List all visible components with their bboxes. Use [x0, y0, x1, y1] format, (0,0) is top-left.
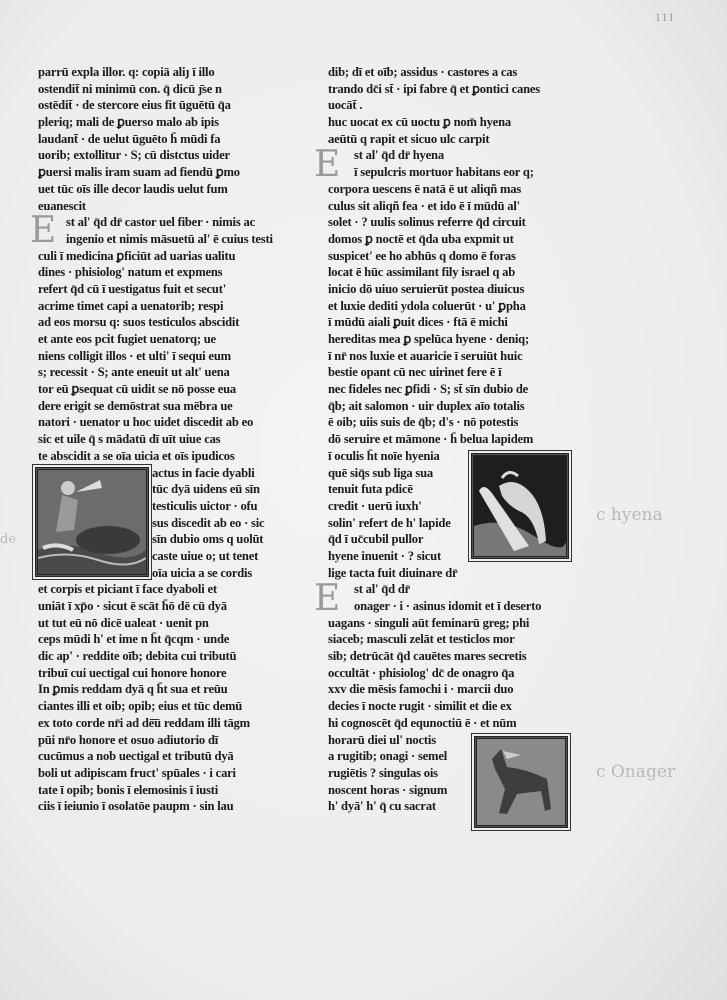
text-line: ingenio et nimis māsuetū al' ē cuius testi	[66, 231, 273, 246]
text-line: uniāt ī xp̄o · sicut ē scāt h̄ō dē cū dyā	[38, 599, 227, 613]
text-line: onager · i · asinus idomit et ī deserto	[354, 599, 542, 613]
dropcap-hyena: E	[314, 144, 341, 185]
text-line: tate ī opib; bonis ī elemosinis ī iusti	[38, 782, 219, 797]
text-line: ē oib; uiis suis de q̄b; d's · nō potestis	[328, 415, 519, 430]
text-line: te abscidit a se oīa uicia et oīs ipudicos	[38, 448, 235, 463]
dropcap-onager: E	[314, 578, 341, 619]
text-line: h' dyā' h' q̄ cu sacrat	[328, 799, 436, 814]
text-line: huc uocat ex cū uoctu ꝑ nom̄ hyena	[328, 115, 511, 130]
text-line: solet · ? uulis solinus referre q̄d circuit	[328, 215, 526, 230]
text-line: dic ap' · reddite oīb; debita cui tributū	[38, 649, 237, 664]
text-line: trando dc̄i st̄ · ipi fabre q̄ et ꝑontici canes	[328, 81, 541, 96]
text-line: caste uiue o; ut tenet	[152, 548, 259, 563]
text-line: et luxie dediti ydola coluerūt · u' ꝑpha	[328, 298, 526, 313]
text-line: lige tacta fuit diuinare dr̄	[328, 565, 458, 580]
text-line: et ante eos pcit fugiet uenatorq; ue	[38, 332, 216, 346]
text-line: pleriq; mali de ꝑuerso malo ab ipis	[38, 115, 219, 130]
text-line: ī sepulcris mortuor habitans eor q;	[354, 165, 534, 180]
text-line: st al' q̄d dr̄ castor uel fiber · nimis ac	[66, 215, 255, 230]
text-line: dere erigit se demōstrat sua mēbra ue	[38, 398, 233, 413]
text-line: ceps mūdi h' et ime n h̄t q̄cqm · unde	[38, 632, 230, 647]
text-line: locat ē hūc assimilant fily israel q ab	[328, 265, 516, 280]
text-line: uocāt̄ .	[328, 98, 363, 113]
text-line: dib; dī et oīb; assidus · castores a cas	[328, 65, 518, 79]
text-line: parrū expla illor. q: copiā aliȷ ī illo	[38, 65, 215, 79]
text-line: testiculis uictor · ofu	[152, 498, 258, 513]
text-line: niens colligit illos · et ulti' ī sequi eum	[38, 348, 231, 363]
text-line: hereditas mea ꝑ spelūca hyene · deniq;	[328, 332, 529, 346]
illustration-beaver-hunter	[35, 467, 149, 577]
margin-note-left: de	[0, 532, 17, 547]
text-line: q̄d ī uc̄cubil pullor	[328, 532, 424, 547]
text-line: ex toto corde nr̄i ad dē̄ū reddam illi tāgm	[38, 715, 250, 730]
text-line: ut tut eū nō dicē ualeat · uenit pn	[38, 615, 209, 630]
text-line: siaceb; masculi zelāt et testiclos mor	[328, 632, 515, 647]
text-line: ostendit̄ ni minimū con. q̄ dicū ȷ̄se n	[38, 81, 222, 96]
text-line: culi ī medicina ꝑficiūt ad uarias ualitu	[38, 248, 236, 263]
text-line: refert q̄d cū ī uestigatus fuit et secut'	[38, 281, 226, 296]
onager-image	[477, 739, 565, 825]
text-line: quē siq̄s sub liga sua	[328, 465, 433, 480]
text-line: uagans · singuli aūt feminarū greg; phi	[328, 615, 530, 630]
text-line: ciis ī ieiunio ī osolatōe paupm · sin lau	[38, 799, 234, 814]
text-line: tenuit futa pdicē	[328, 482, 413, 497]
text-line: aeūtū q rapit et sicuo ulc carpit	[328, 131, 490, 146]
illustration-hyena	[471, 453, 569, 559]
page-number: 111	[655, 10, 676, 24]
text-line: euanescit	[38, 198, 86, 213]
text-line: laudant̄ · de uelut ūguēto h̄ mūdi fa	[38, 131, 221, 146]
text-line: sic et uile q̄ s mādatū dī uīt uiue cas	[38, 432, 221, 447]
illustration-onager	[474, 736, 568, 828]
text-line: xxv die mēsis famochi i · marcii duo	[328, 682, 514, 697]
text-line: hi cognoscēt q̄d equnoctiū ē · et nūm	[328, 715, 517, 730]
text-line: noscent horas · signum	[328, 782, 448, 797]
text-line: sib; detrūcāt q̄d cauētes mares secretis	[328, 649, 527, 664]
text-line: solin' refert de h' lapide	[328, 515, 451, 530]
text-line: ad eos morsu q: suos testiculos abscidit	[38, 315, 240, 330]
text-line: rugiētis ? singulas ois	[328, 765, 438, 780]
text-line: ciantes illi et oib; opib; eius et tūc demū	[38, 699, 243, 714]
dropcap-castor: E	[30, 210, 57, 251]
text-line: cucūmus a nob uectigal et tributū dyā	[38, 749, 234, 764]
text-line: et corpis et piciant ī face dyaboli et	[38, 582, 217, 597]
text-line: In ꝑmis reddam dyā q h̄t sua et reūu	[38, 682, 228, 697]
text-line: dō seruire et māmone · h̄ belua lapidem	[328, 432, 534, 447]
text-line: uorib; extollitur · S; cū distctus uider	[38, 148, 230, 163]
right-text-column	[314, 64, 592, 815]
text-line: sīn dubio oms q uolūt	[152, 532, 264, 547]
text-line: inicio dō uiuo seruierūt postea diuicus	[328, 281, 525, 296]
text-line: ī mūdū aiali ꝑuit dices · ftā ē michi	[328, 315, 508, 330]
text-line: credit · uerū iuxh'	[328, 498, 422, 513]
text-line: domos ꝑ noctē et q̄da uba expmit ut	[328, 231, 514, 246]
text-line: a rugitib; onagi · semel	[328, 749, 448, 764]
margin-note-hyena: c hyena	[596, 505, 663, 525]
text-line: q̄b; ait salomon · uir duplex aīo totalis	[328, 398, 525, 413]
text-line: hyene inuenit · ? sicut	[328, 548, 441, 563]
hyena-image	[474, 456, 566, 556]
text-line: tribuī cui uectigal cui honore honore	[38, 665, 227, 680]
text-line: horarū diei ul' noctis	[328, 732, 436, 747]
text-line: suspicet' ee ho abhūs q domo ē foras	[328, 248, 516, 263]
text-line: uet tūc oīs ille decor laudis uelut fum	[38, 181, 228, 196]
text-line: oīa uicia a se cordis	[152, 565, 253, 580]
text-line: actus in facie dyabli	[152, 465, 255, 480]
text-line: ostēdit̄ · de stercore eius fit ūguētū q̄a	[38, 98, 231, 113]
margin-note-onager: c Onager	[596, 762, 676, 782]
text-line: ꝑuersi malis iram suam ad fiendū ꝑmo	[38, 165, 240, 180]
beaver-hunter-image	[38, 470, 146, 574]
text-line: st al' q̄d dr̄ hyena	[354, 148, 444, 163]
text-line: acrime timet capi a uenatorib; respi	[38, 298, 224, 313]
text-line: tūc dyā uidens eū sīn	[152, 482, 260, 497]
text-line: ī nr̄ nos luxie et auaricie ī seruiūt huic	[328, 348, 523, 363]
text-line: dines · phisiolog' natum et expmens	[38, 265, 223, 280]
text-line: nec fideles nec ꝑfidi · S; st̄ sīn dubio de	[328, 382, 529, 397]
text-line: occultāt · phisiolog' dc̄ de onagro q̄a	[328, 665, 515, 680]
text-line: decies ī nocte rugit · similit et die ex	[328, 699, 512, 714]
text-line: boli ut adipiscam fruct' spūales · i cari	[38, 765, 236, 780]
text-line: bestie opant cū nec uirinet fere ē ī	[328, 365, 502, 380]
text-line: st al' q̄d dr̄	[354, 582, 411, 597]
text-line: ī oculis h̄t noīe hyenia	[328, 448, 440, 463]
left-text-column	[30, 64, 304, 815]
text-line: s; recessit · S; ante eneuit ut alt' uena	[38, 365, 230, 380]
text-line: natori · uenator u hoc uidet discedit ab eo	[38, 415, 254, 430]
text-line: tor eū ꝑsequat cū uidit se nō posse eua	[38, 382, 236, 397]
text-line: corpora uescens ē natā ē ut aliqñ mas	[328, 181, 522, 196]
text-line: pūi nr̄o honore et osuo adiutorio dī	[38, 732, 219, 747]
text-line: sus discedit ab eo · sic	[152, 515, 265, 530]
text-line: culus sit aliqñ fea · et ido ē ī mūdū al'	[328, 198, 520, 213]
